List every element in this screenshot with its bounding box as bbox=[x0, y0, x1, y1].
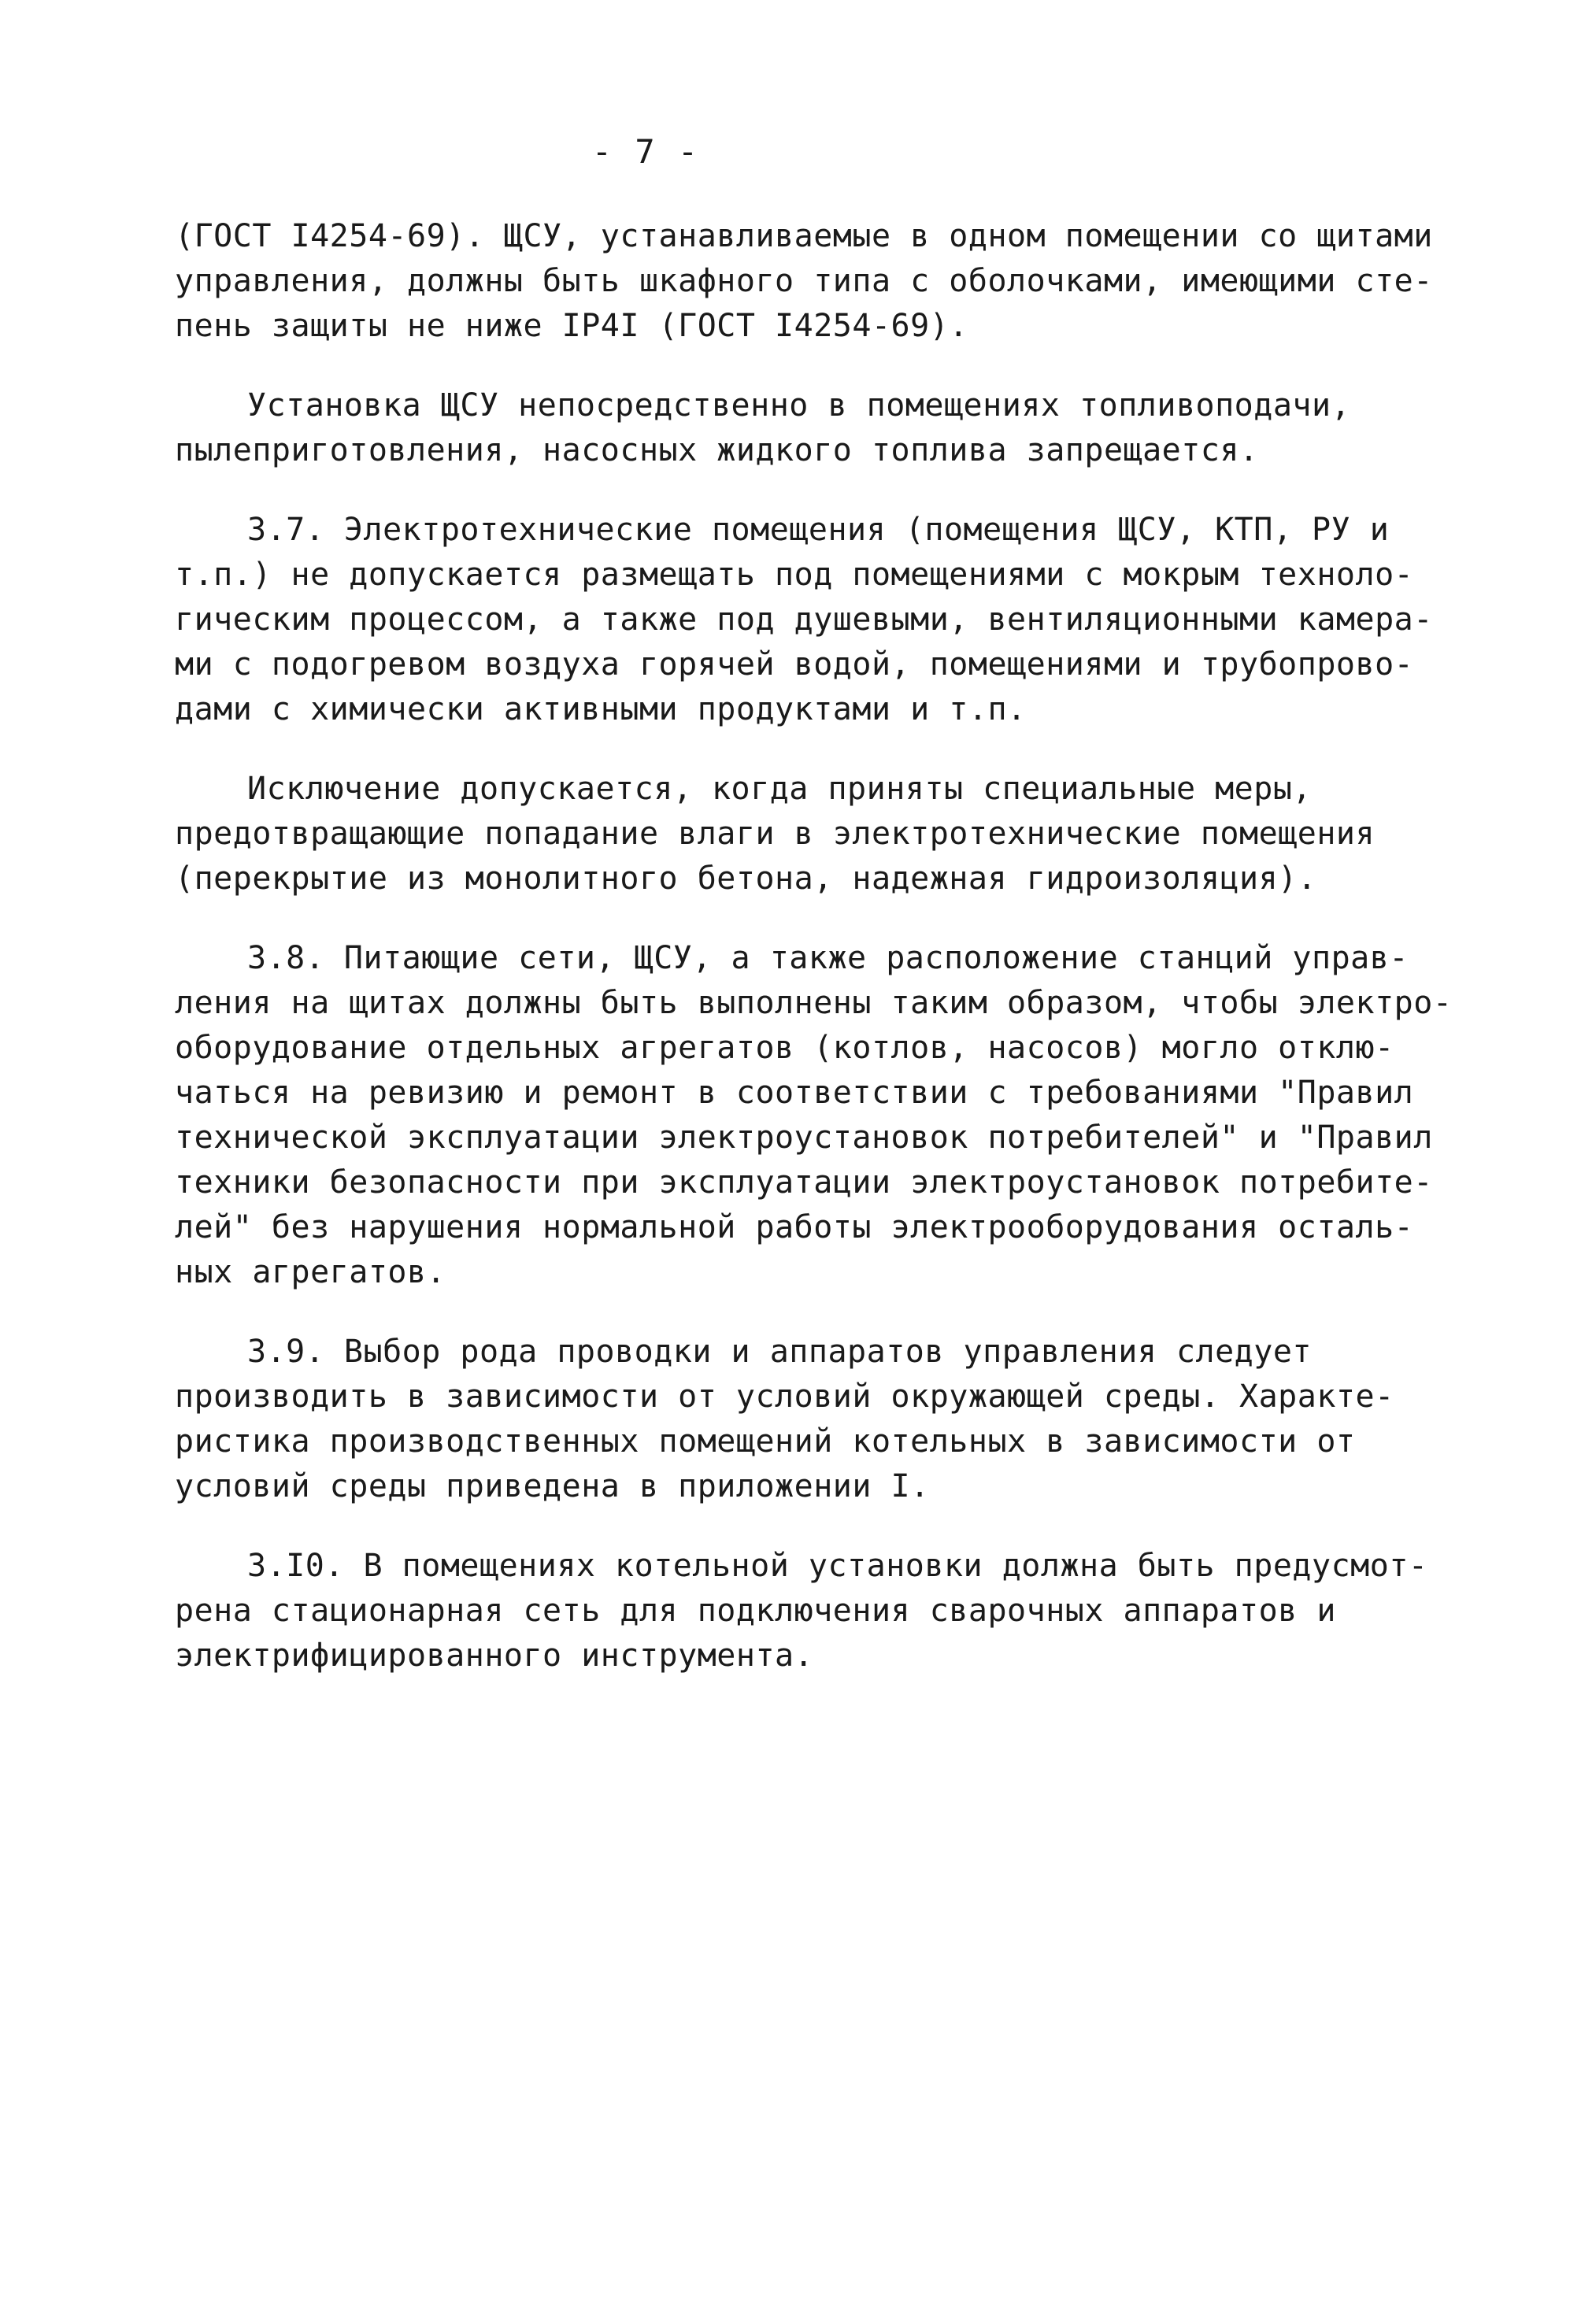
paragraph-gost-continuation bbox=[175, 214, 1450, 349]
text-line: рена стационарная сеть для подключения сварочных аппаратов и bbox=[175, 1593, 1336, 1629]
text-line: 3.8. Питающие сети, ЩСУ, а также расположение станций управ- bbox=[247, 940, 1409, 976]
text-line: ных агрегатов. bbox=[175, 1254, 446, 1290]
text-line: (перекрытие из монолитного бетона, надежная гидроизоляция). bbox=[175, 860, 1317, 897]
section-3-7 bbox=[175, 508, 1450, 732]
text-line: электрифицированного инструмента. bbox=[175, 1638, 814, 1674]
text-line: ления на щитах должны быть выполнены таким образом, чтобы электро- bbox=[175, 985, 1453, 1021]
text-line: Установка ЩСУ непосредственно в помещениях топливоподачи, bbox=[247, 387, 1351, 424]
text-line: предотвращающие попадание влаги в электротехнические помещения bbox=[175, 816, 1376, 852]
text-line: ми с подогревом воздуха горячей водой, помещениями и трубопрово- bbox=[175, 646, 1414, 683]
text-line: Исключение допускается, когда приняты специальные меры, bbox=[247, 771, 1313, 807]
text-line: т.п.) не допускается размещать под помещениями с мокрым техноло- bbox=[175, 557, 1414, 593]
text-line: технической эксплуатации электроустановок потребителей" и "Правил bbox=[175, 1119, 1433, 1156]
text-line: оборудование отдельных агрегатов (котлов, насосов) могло отклю- bbox=[175, 1030, 1394, 1066]
text-line: пылеприготовления, насосных жидкого топлива запрещается. bbox=[175, 432, 1259, 468]
text-line: пень защиты не ниже IP4I (ГОСТ I4254-69). bbox=[175, 308, 968, 344]
text-line: 3.7. Электротехнические помещения (помещения ЩСУ, КТП, РУ и bbox=[247, 512, 1390, 548]
text-line: (ГОСТ I4254-69). ЩСУ, устанавливаемые в одном помещении со щитами bbox=[175, 218, 1433, 254]
section-3-10 bbox=[175, 1544, 1450, 1678]
text-line: ристика производственных помещений котельных в зависимости от bbox=[175, 1423, 1356, 1460]
text-line: производить в зависимости от условий окружающей среды. Характе- bbox=[175, 1378, 1394, 1415]
section-3-8 bbox=[175, 936, 1453, 1295]
page-body bbox=[175, 214, 1453, 1713]
paragraph-installation-prohibited bbox=[175, 383, 1450, 473]
paragraph-exception bbox=[175, 767, 1450, 901]
text-line: гическим процессом, а также под душевыми, вентиляционными камера- bbox=[175, 601, 1433, 638]
page-number: - 7 - bbox=[591, 132, 700, 171]
text-line: лей" без нарушения нормальной работы электрооборудования осталь- bbox=[175, 1209, 1414, 1245]
text-line: условий среды приведена в приложении I. bbox=[175, 1468, 930, 1504]
text-line: управления, должны быть шкафного типа с оболочками, имеющими сте- bbox=[175, 263, 1433, 299]
section-3-9 bbox=[175, 1330, 1450, 1509]
text-line: 3.I0. В помещениях котельной установки должна быть предусмот- bbox=[247, 1548, 1428, 1584]
text-line: 3.9. Выбор рода проводки и аппаратов управления следует bbox=[247, 1334, 1313, 1370]
text-line: чаться на ревизию и ремонт в соответствии с требованиями "Правил bbox=[175, 1075, 1414, 1111]
text-line: дами с химически активными продуктами и т.п. bbox=[175, 691, 1027, 727]
text-line: техники безопасности при эксплуатации электроустановок потребите- bbox=[175, 1164, 1433, 1201]
